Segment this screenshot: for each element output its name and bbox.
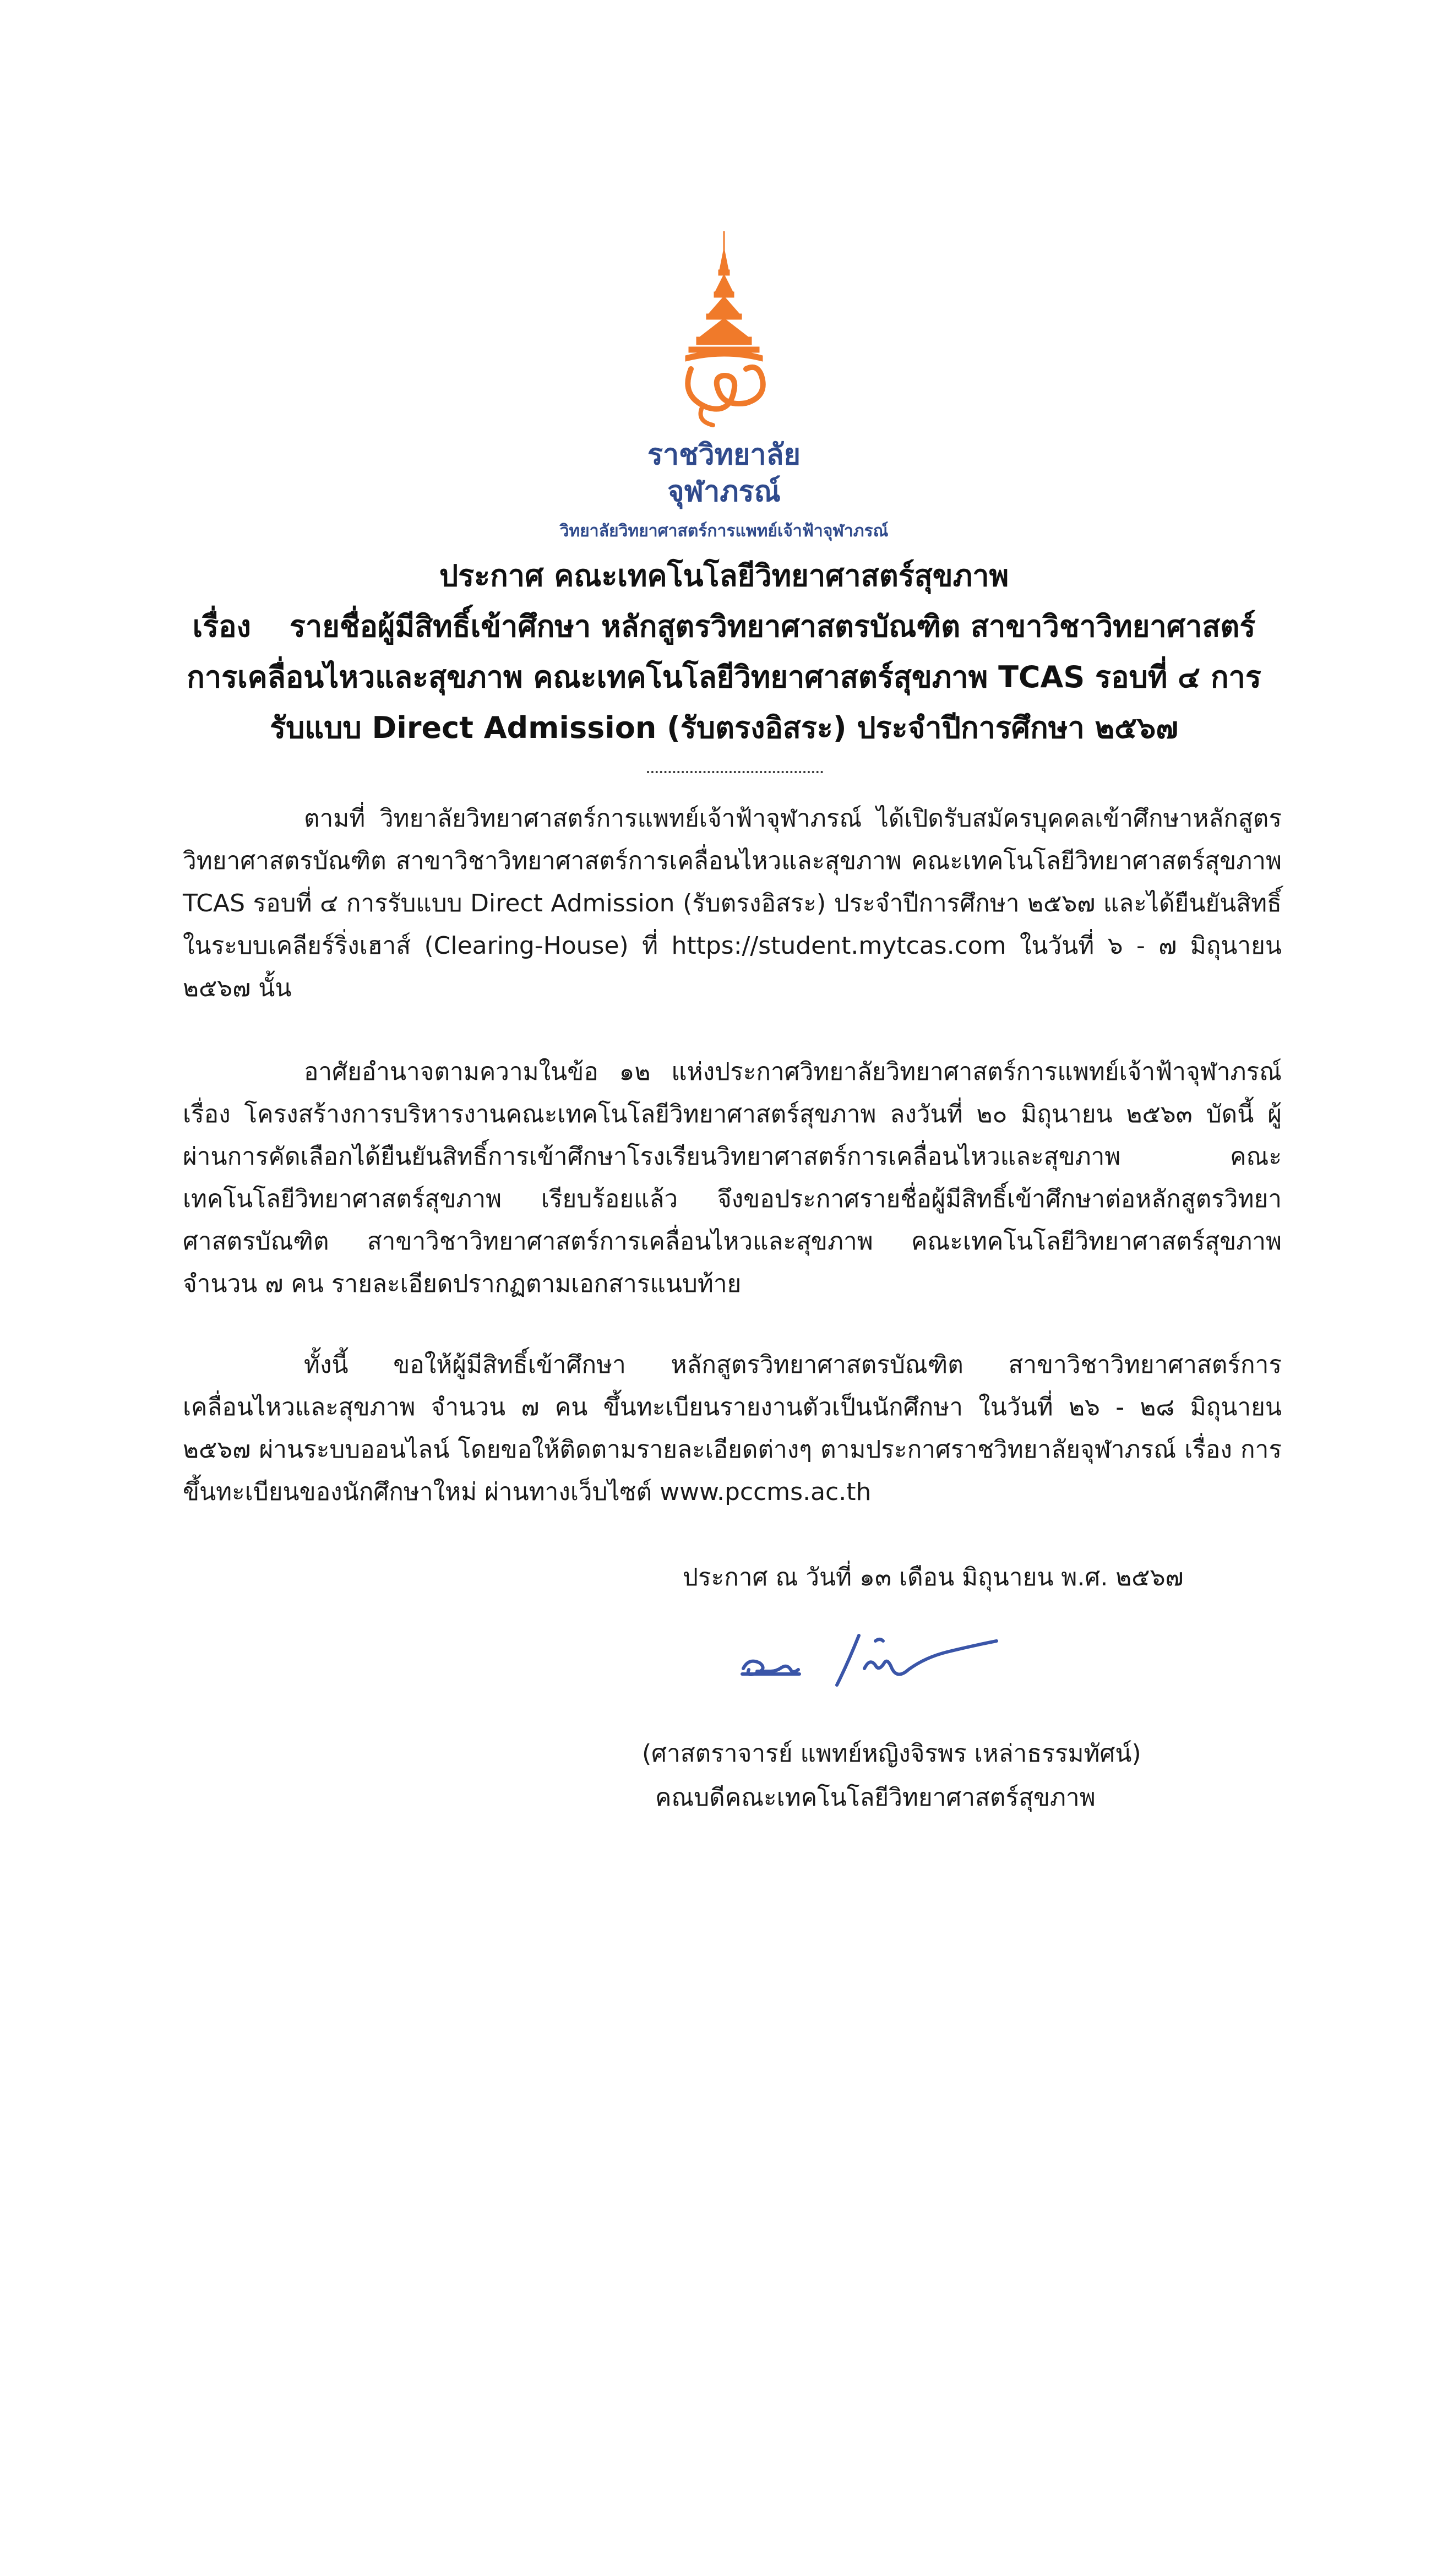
college-name-line2: จุฬาภรณ์	[667, 475, 781, 508]
heading-separator	[647, 771, 823, 773]
college-subtitle: วิทยาลัยวิทยาศาสตร์การแพทย์เจ้าฟ้าจุฬาภรณ์	[559, 521, 889, 541]
college-name-line1: ราชวิทยาลัย	[647, 438, 801, 471]
signer-name: (ศาสตราจารย์ แพทย์หญิงจิรพร เหล่าธรรมทัศน์)	[642, 1740, 1141, 1768]
announcement-date: ประกาศ ณ วันที่ ๑๓ เดือน มิถุนายน พ.ศ. ๒๕๖๗	[683, 1563, 1184, 1591]
subject-text: รายชื่อผู้มีสิทธิ์เข้าศึกษา หลักสูตรวิทยาศาสตรบัณฑิต สาขาวิชาวิทยาศาสตร์การเคลื่อนไหวและสุขภาพ คณะเทคโนโลยีวิทยาศาสตร์สุขภาพ TCAS รอบที่ ๔ การรับแบบ Direct Admission (รับตรงอิสระ) ประจำปีการศึกษา ๒๕๖๗	[187, 609, 1261, 745]
dean-signature	[738, 1619, 1013, 1707]
signer-title: คณบดีคณะเทคโนโลยีวิทยาศาสตร์สุขภาพ	[655, 1784, 1096, 1812]
college-emblem-icon	[669, 231, 779, 430]
body-paragraph-2: อาศัยอำนาจตามความในข้อ ๑๒ แห่งประกาศวิทยาลัยวิทยาศาสตร์การแพทย์เจ้าฟ้าจุฬาภรณ์ เรื่อง โครงสร้างการบริหารงานคณะเทคโนโลยีวิทยาศาสตร์สุขภาพ ลงวันที่ ๒๐ มิถุนายน ๒๕๖๓ บัดนี้ ผู้ผ่านการคัดเลือกได้ยืนยันสิทธิ์การเข้าศึกษาโรงเรียนวิทยาศาสตร์การเคลื่อนไหวและสุขภาพ คณะเทคโนโลยีวิทยาศาสตร์สุขภาพ เรียบร้อยแล้ว จึงขอประกาศรายชื่อผู้มีสิทธิ์เข้าศึกษาต่อหลักสูตรวิทยาศาสตรบัณฑิต สาขาวิชาวิทยาศาสตร์การเคลื่อนไหวและสุขภาพ คณะเทคโนโลยีวิทยาศาสตร์สุขภาพ จำนวน ๗ คน รายละเอียดปรากฏตามเอกสารแนบท้าย	[183, 1058, 1282, 1298]
announcement-title: ประกาศ คณะเทคโนโลยีวิทยาศาสตร์สุขภาพ	[439, 558, 1009, 593]
body-paragraph-3: ทั้งนี้ ขอให้ผู้มีสิทธิ์เข้าศึกษา หลักสูตรวิทยาศาสตรบัณฑิต สาขาวิชาวิทยาศาสตร์การเคลื่อนไหวและสุขภาพ จำนวน ๗ คน ขึ้นทะเบียนรายงานตัวเป็นนักศึกษา ในวันที่ ๒๖ - ๒๘ มิถุนายน ๒๕๖๗ ผ่านระบบออนไลน์ โดยขอให้ติดตามรายละเอียดต่างๆ ตามประกาศราชวิทยาลัยจุฬาภรณ์ เรื่อง การขึ้นทะเบียนของนักศึกษาใหม่ ผ่านทางเว็บไซต์ www.pccms.ac.th	[183, 1351, 1282, 1506]
announcement-subject	[182, 601, 1266, 753]
body-paragraph-1: ตามที่ วิทยาลัยวิทยาศาสตร์การแพทย์เจ้าฟ้าจุฬาภรณ์ ได้เปิดรับสมัครบุคคลเข้าศึกษาหลักสูตรวิทยาศาสตรบัณฑิต สาขาวิชาวิทยาศาสตร์การเคลื่อนไหวและสุขภาพ คณะเทคโนโลยีวิทยาศาสตร์สุขภาพ TCAS รอบที่ ๔ การรับแบบ Direct Admission (รับตรงอิสระ) ประจำปีการศึกษา ๒๕๖๗ และได้ยืนยันสิทธิ์ในระบบเคลียร์ริ่งเฮาส์ (Clearing-House) ที่ https://student.mytcas.com ในวันที่ ๖ - ๗ มิถุนายน ๒๕๖๗ นั้น	[183, 805, 1282, 1002]
subject-label: เรื่อง	[192, 609, 251, 644]
